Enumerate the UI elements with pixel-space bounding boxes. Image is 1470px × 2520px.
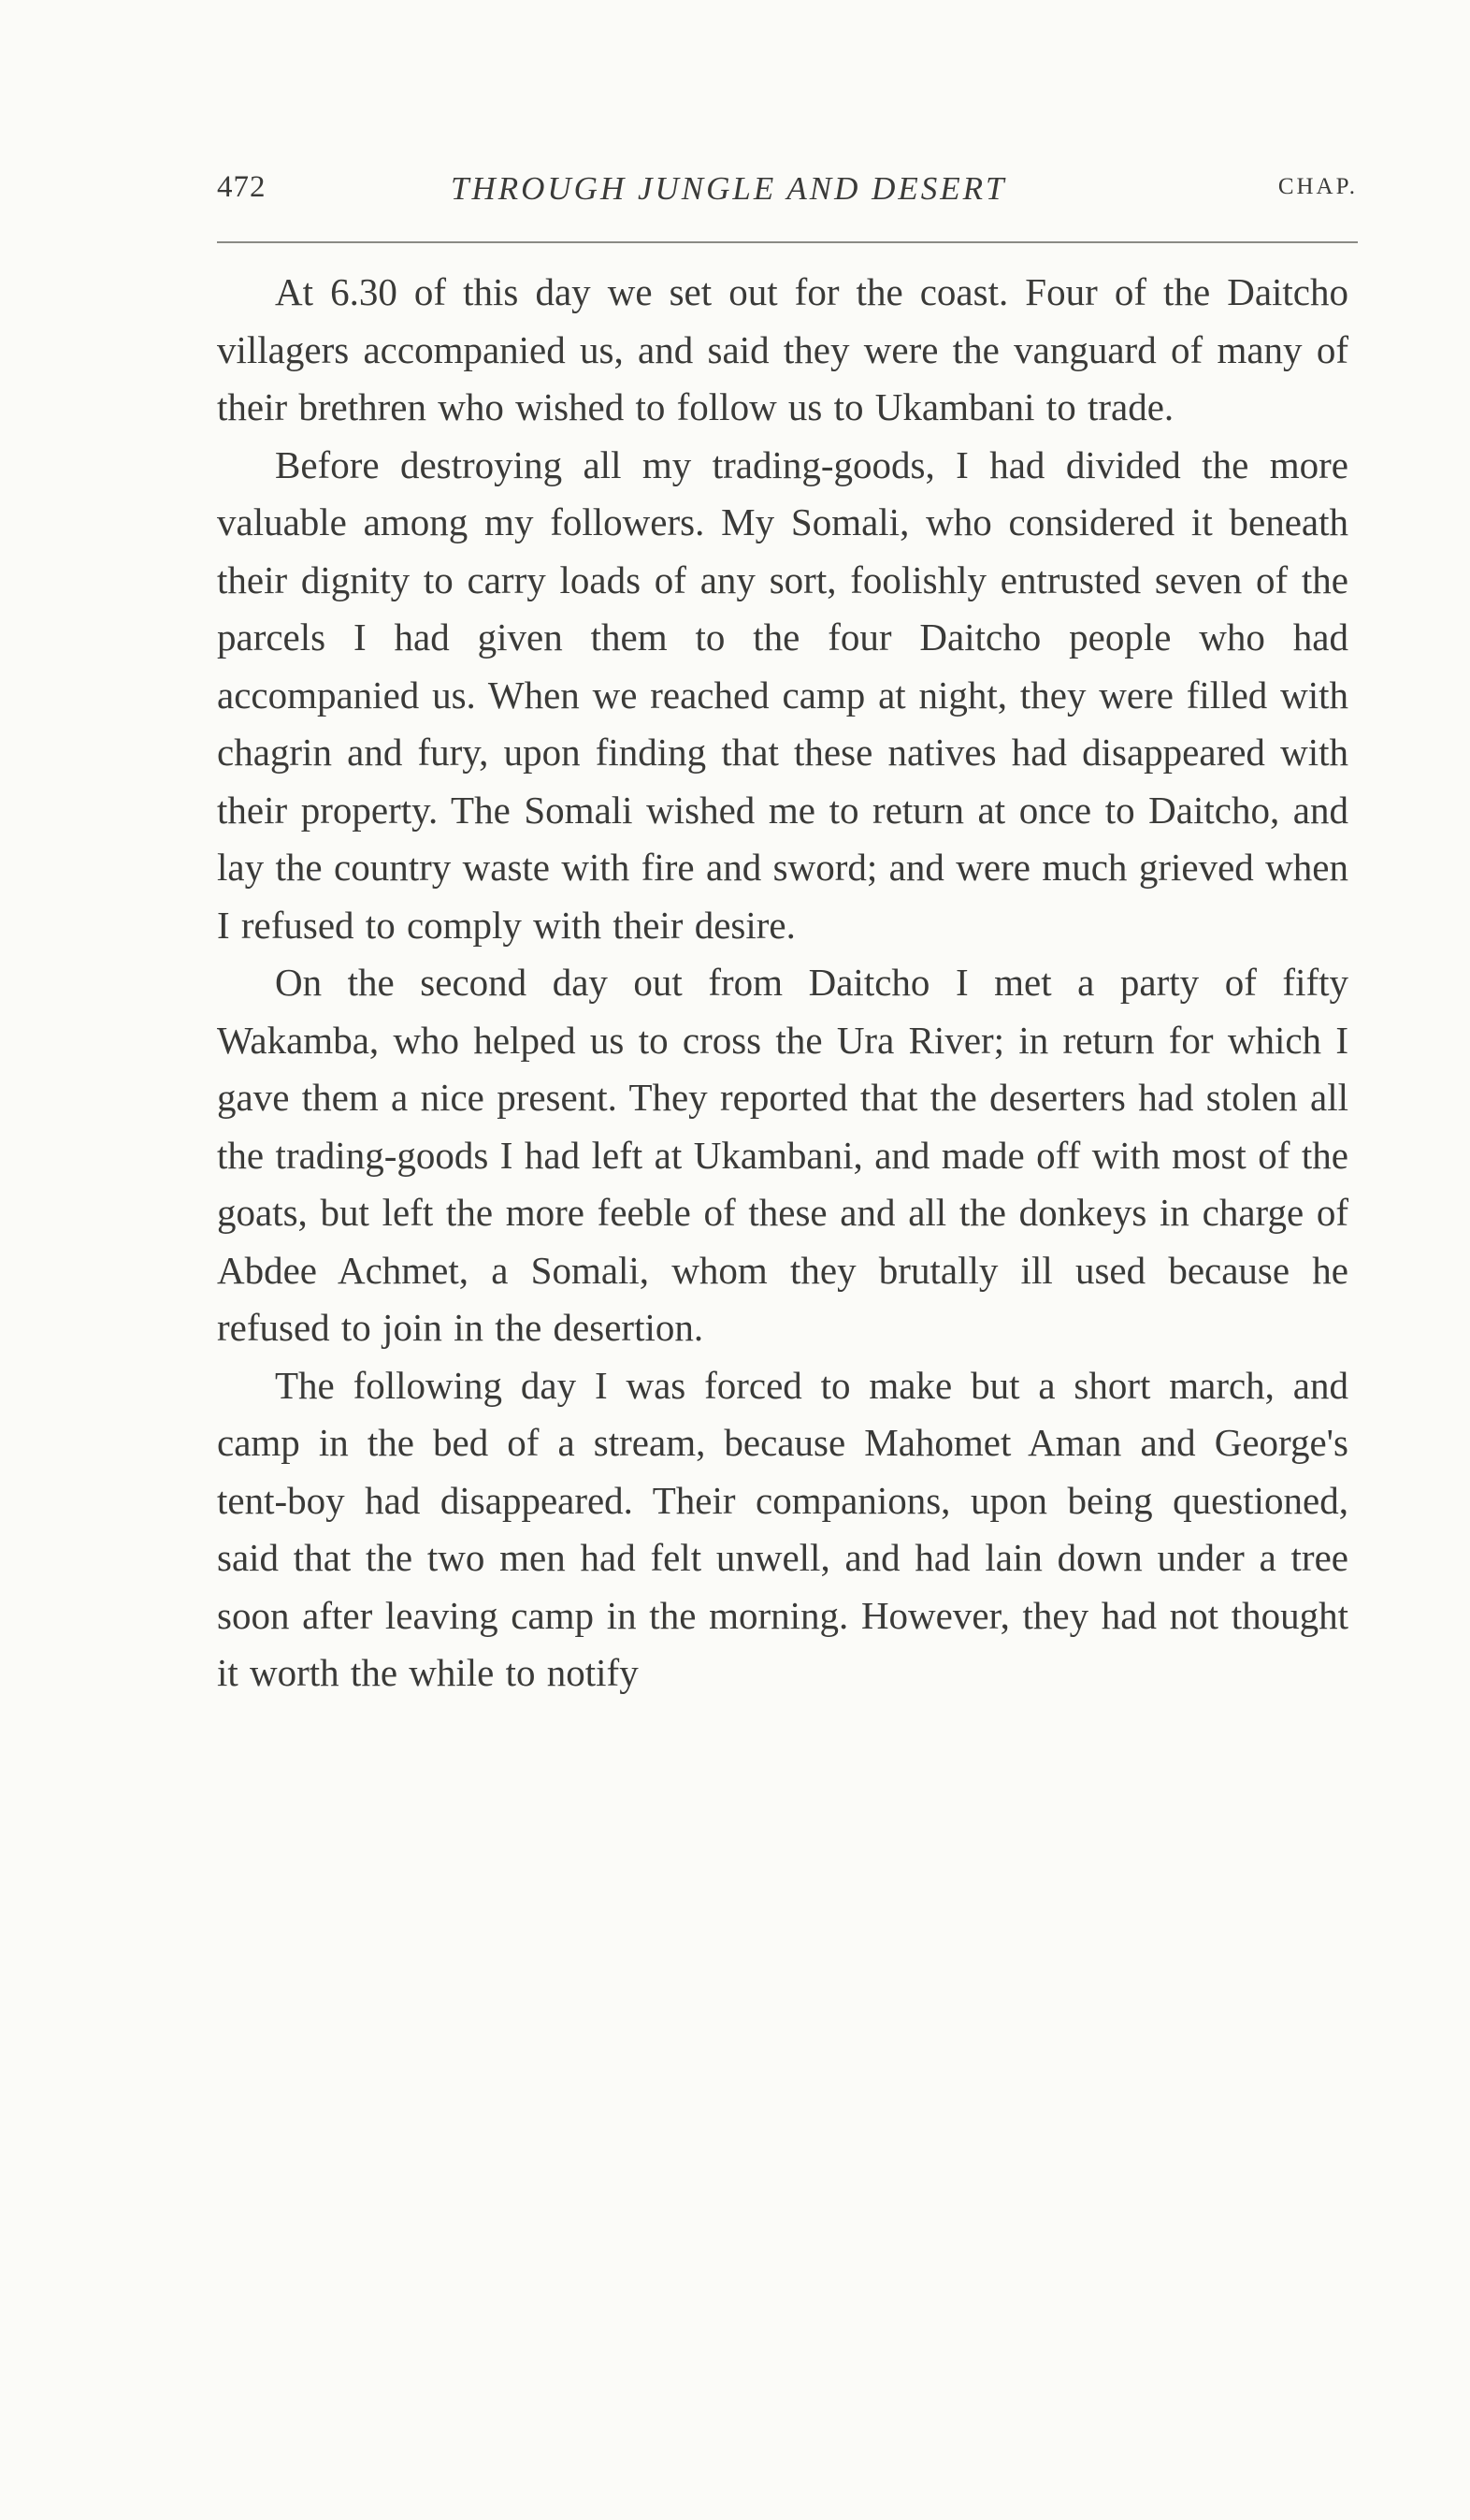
- paragraph-2: Before destroying all my trading-goods, I had divided the more valuable among my followers. My Somali, who considered it beneath their dignity to carry loads of any sort, foolishly entrusted seven of the parcels I had given them to the four Daitcho people who had accompanied us. When we reached camp at night, they were filled with chagrin and fury, upon finding that these natives had disappeared with their property. The Somali wished me to return at once to Daitcho, and lay the country waste with fire and sword; and were much grieved when I refused to comply with their desire.: [217, 442, 1348, 947]
- running-title: THROUGH JUNGLE AND DESERT: [451, 170, 1007, 207]
- page-number: 472: [217, 170, 267, 204]
- paragraph-1: At 6.30 of this day we set out for the coast. Four of the Daitcho villagers accompanied us, and said they were the vanguard of many of their brethren who wished to follow us to Ukambani to trade.: [217, 270, 1348, 428]
- header-rule: [217, 241, 1358, 243]
- page-header: [217, 170, 1358, 217]
- paragraph-3: On the second day out from Daitcho I met a party of fifty Wakamba, who helped us to cross the Ura River; in return for which I gave them a nice present. They reported that the deserters had stolen all the trading-goods I had left at Ukambani, and made off with most of the goats, but left the more feeble of these and all the donkeys in charge of Abdee Achmet, a Somali, whom they brutally ill used because he refused to join in the desertion.: [217, 961, 1348, 1349]
- body-text: [217, 264, 1348, 1702]
- paragraph-4: The following day I was forced to make but a short march, and camp in the bed of a stream, because Mahomet Aman and George's tent-boy had disappeared. Their companions, upon being questioned, said that the two men had felt unwell, and had lain down under a tree soon after leaving camp in the morning. However, they had not thought it worth the while to notify: [217, 1363, 1348, 1694]
- chapter-label: CHAP.: [1277, 174, 1358, 199]
